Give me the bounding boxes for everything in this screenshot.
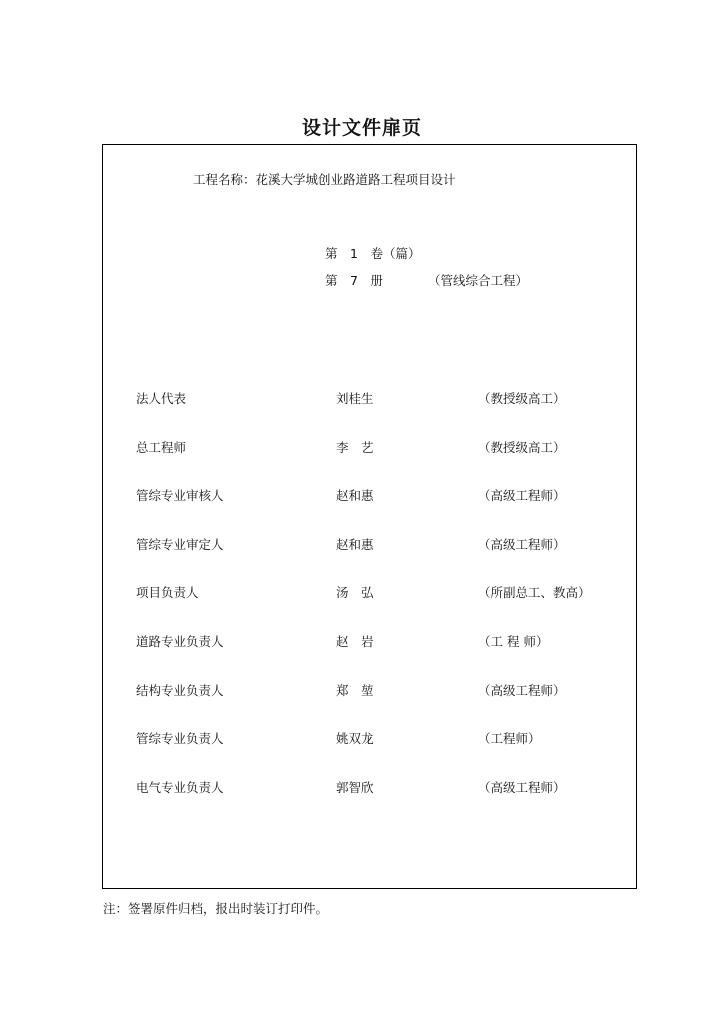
signatory-row [103, 729, 636, 745]
project-name-line [193, 172, 456, 188]
signatory-row [103, 438, 636, 454]
volume-line: 第 1 卷（篇） [325, 246, 421, 261]
signatory-role: 法人代表 [136, 391, 187, 406]
signatory-role: 总工程师 [136, 440, 187, 455]
signatory-title: （所副总工、教高） [478, 585, 591, 600]
signatory-row [103, 681, 636, 697]
signatory-row [103, 632, 636, 648]
signatory-name: 赵 岩 [336, 634, 374, 649]
page-title: 设计文件扉页 [301, 117, 422, 139]
signatory-name: 李 艺 [336, 440, 374, 455]
signatory-title: （高级工程师） [478, 537, 566, 552]
signatory-name: 赵和惠 [336, 537, 374, 552]
project-label: 工程名称： [193, 172, 256, 187]
book-line: 第 7 册 [325, 273, 383, 288]
signatory-title: （高级工程师） [478, 780, 566, 795]
signatory-title: （教授级高工） [478, 440, 566, 455]
signatory-role: 管综专业负责人 [136, 731, 224, 746]
signatory-name: 郭智欣 [336, 780, 374, 795]
signatory-name: 汤 弘 [336, 585, 374, 600]
project-name: 花溪大学城创业路道路工程项目设计 [255, 172, 456, 187]
signatory-name: 姚双龙 [336, 731, 374, 746]
signatory-name: 郑 堃 [336, 683, 374, 698]
signatory-row [103, 778, 636, 794]
signatory-role: 管综专业审核人 [136, 488, 224, 503]
signatory-row [103, 389, 636, 405]
signatory-row [103, 535, 636, 551]
footnote: 注：签署原件归档，报出时装订打印件。 [103, 901, 329, 916]
signatory-title: （工 程 师） [478, 634, 549, 649]
signatory-title: （高级工程师） [478, 683, 566, 698]
title-page-frame [102, 144, 637, 889]
signatory-role: 道路专业负责人 [136, 634, 224, 649]
signatory-row [103, 583, 636, 599]
signatory-title: （高级工程师） [478, 488, 566, 503]
signatory-title: （工程师） [478, 731, 541, 746]
signatory-role: 管综专业审定人 [136, 537, 224, 552]
book-subtitle: （管线综合工程） [428, 273, 529, 288]
signatory-title: （教授级高工） [478, 391, 566, 406]
signatory-name: 赵和惠 [336, 488, 374, 503]
signatory-name: 刘桂生 [336, 391, 374, 406]
signatory-row [103, 486, 636, 502]
signatory-role: 项目负责人 [136, 585, 199, 600]
signatory-role: 电气专业负责人 [136, 780, 224, 795]
signatory-role: 结构专业负责人 [136, 683, 224, 698]
